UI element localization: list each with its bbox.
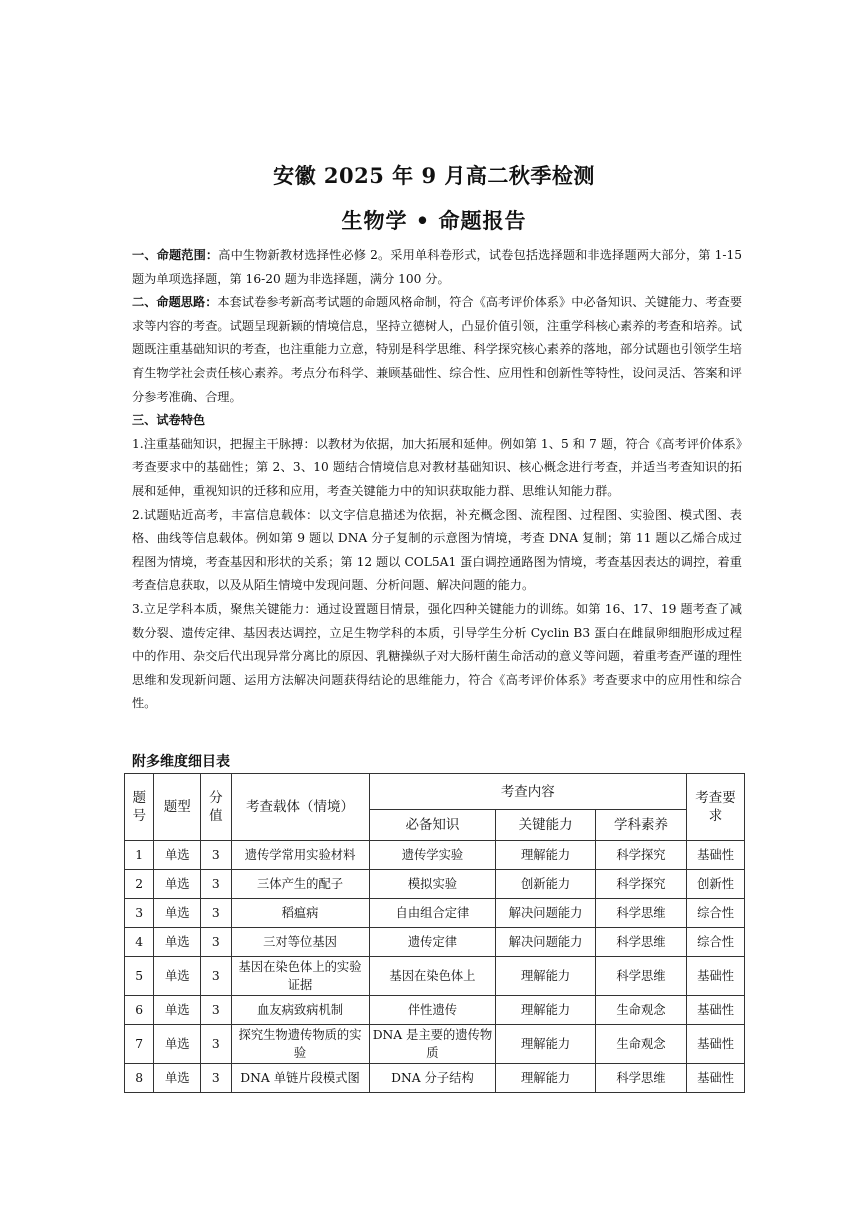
cell-literacy: 生命观念 <box>595 996 686 1025</box>
table-caption: 附多维度细目表 <box>132 754 230 770</box>
cell-knowledge: 基因在染色体上 <box>369 957 496 996</box>
cell-no: 6 <box>125 996 154 1025</box>
cell-score: 3 <box>201 841 231 870</box>
cell-literacy: 科学思维 <box>595 1064 686 1093</box>
section-heading: 三、试卷特色 <box>132 413 206 428</box>
cell-knowledge: 遗传学实验 <box>369 841 496 870</box>
cell-type: 单选 <box>154 899 201 928</box>
cell-ability: 理解能力 <box>496 1064 595 1093</box>
cell-carrier: 探究生物遗传物质的实验 <box>231 1025 369 1064</box>
table-row <box>125 957 745 996</box>
feature-paragraph: 2.试题贴近高考，丰富信息载体：以文字信息描述为依据，补充概念图、流程图、过程图、实验图、模式图、表格、曲线等信息载体。例如第 9 题以 DNA 分子复制的示意图为情境，考查 DNA 复制；第 11 题以乙烯合成过程图为情境，考查基因和形状的关系；第 12 题以 COL5A1 蛋白调控通路图为情境，考查基因表达的调控，着重考查信息获取，以及从陌生情境中发现问题、分析问题、解决问题的能力。 <box>132 507 742 593</box>
cell-literacy: 科学探究 <box>595 870 686 899</box>
cell-requirement: 创新性 <box>687 870 745 899</box>
header-content: 考查内容 <box>369 774 687 810</box>
cell-score: 3 <box>201 870 231 899</box>
section-scope <box>132 244 742 291</box>
cell-knowledge: 伴性遗传 <box>369 996 496 1025</box>
cell-score: 3 <box>201 899 231 928</box>
cell-type: 单选 <box>154 957 201 996</box>
cell-no: 4 <box>125 928 154 957</box>
cell-requirement: 综合性 <box>687 899 745 928</box>
cell-no: 8 <box>125 1064 154 1093</box>
cell-carrier: 基因在染色体上的实验证据 <box>231 957 369 996</box>
cell-literacy: 科学思维 <box>595 928 686 957</box>
section-text: 高中生物新教材选择性必修 2。采用单科卷形式，试卷包括选择题和非选择题两大部分，第 1-15 题为单项选择题，第 16-20 题为非选择题，满分 100 分。 <box>132 248 743 286</box>
header-type: 题型 <box>154 774 201 841</box>
cell-carrier: 稻瘟病 <box>231 899 369 928</box>
cell-requirement: 基础性 <box>687 957 745 996</box>
table-row <box>125 870 745 899</box>
cell-no: 5 <box>125 957 154 996</box>
cell-ability: 理解能力 <box>496 841 595 870</box>
cell-requirement: 综合性 <box>687 928 745 957</box>
header-no: 题号 <box>125 774 154 841</box>
feature-paragraph: 3.立足学科本质，聚焦关键能力：通过设置题目情景，强化四种关键能力的训练。如第 16、17、19 题考查了减数分裂、遗传定律、基因表达调控，立足生物学科的本质，引导学生分析 Cyclin B3 蛋白在雌鼠卵细胞形成过程中的作用、杂交后代出现异常分离比的原因、乳糖操纵子对大肠杆菌生命活动的意义等问题，着重考查严谨的理性思维和发现新问题、运用方法解决问题获得结论的思维能力，符合《高考评价体系》考查要求中的应用性和综合性。 <box>132 601 742 711</box>
section-heading: 一、命题范围： <box>132 248 219 262</box>
cell-carrier: DNA 单链片段模式图 <box>231 1064 369 1093</box>
cell-ability: 理解能力 <box>496 1025 595 1064</box>
cell-knowledge: 自由组合定律 <box>369 899 496 928</box>
cell-literacy: 科学思维 <box>595 899 686 928</box>
cell-ability: 创新能力 <box>496 870 595 899</box>
cell-type: 单选 <box>154 841 201 870</box>
cell-carrier: 三对等位基因 <box>231 928 369 957</box>
cell-score: 3 <box>201 1025 231 1064</box>
cell-knowledge: DNA 是主要的遗传物质 <box>369 1025 496 1064</box>
cell-knowledge: 遗传定律 <box>369 928 496 957</box>
document-subtitle: 生物学 • 命题报告 <box>341 208 527 233</box>
table-row <box>125 841 745 870</box>
table-row <box>125 899 745 928</box>
cell-requirement: 基础性 <box>687 996 745 1025</box>
section-approach <box>132 291 742 409</box>
cell-carrier: 遗传学常用实验材料 <box>231 841 369 870</box>
cell-no: 7 <box>125 1025 154 1064</box>
header-score: 分值 <box>201 774 231 841</box>
section-features <box>132 409 742 433</box>
cell-knowledge: DNA 分子结构 <box>369 1064 496 1093</box>
cell-score: 3 <box>201 996 231 1025</box>
cell-score: 3 <box>201 928 231 957</box>
cell-literacy: 生命观念 <box>595 1025 686 1064</box>
cell-score: 3 <box>201 1064 231 1093</box>
section-text: 本套试卷参考新高考试题的命题风格命制，符合《高考评价体系》中必备知识、关键能力、考查要求等内容的考查。试题呈现新颖的情境信息，坚持立德树人，凸显价值引领，注重学科核心素养的考查和培养。试题既注重基础知识的考查，也注重能力立意，特别是科学思维、科学探究核心素养的落地，部分试题也引领学生培育生物学社会责任核心素养。考点分布科学、兼顾基础性、综合性、应用性和创新性等特性，设问灵活、答案和评分参考准确、合理。 <box>132 295 743 404</box>
cell-literacy: 科学思维 <box>595 957 686 996</box>
feature-paragraph: 1.注重基础知识，把握主干脉搏：以教材为依据，加大拓展和延伸。例如第 1、5 和 7 题，符合《高考评价体系》考查要求中的基础性；第 2、3、10 题结合情境信息对教材基础知识、核心概念进行考查，并适当考查知识的拓展和延伸，重视知识的迁移和应用，考查关键能力中的知识获取能力群、思维认知能力群。 <box>132 436 742 498</box>
cell-no: 2 <box>125 870 154 899</box>
header-literacy: 学科素养 <box>595 810 686 841</box>
cell-no: 3 <box>125 899 154 928</box>
table-row <box>125 1025 745 1064</box>
cell-type: 单选 <box>154 1064 201 1093</box>
detail-table <box>124 773 745 1093</box>
report-body <box>132 244 742 716</box>
cell-carrier: 三体产生的配子 <box>231 870 369 899</box>
table-row <box>125 996 745 1025</box>
cell-ability: 理解能力 <box>496 996 595 1025</box>
cell-type: 单选 <box>154 928 201 957</box>
cell-ability: 解决问题能力 <box>496 899 595 928</box>
header-carrier: 考查载体（情境） <box>231 774 369 841</box>
section-heading: 二、命题思路： <box>132 295 218 310</box>
cell-type: 单选 <box>154 996 201 1025</box>
cell-ability: 理解能力 <box>496 957 595 996</box>
cell-ability: 解决问题能力 <box>496 928 595 957</box>
header-knowledge: 必备知识 <box>369 810 496 841</box>
table-row <box>125 1064 745 1093</box>
header-requirement: 考查要求 <box>687 774 745 841</box>
document-title: 安徽 2025 年 9 月高二秋季检测 <box>273 163 595 188</box>
cell-knowledge: 模拟实验 <box>369 870 496 899</box>
cell-requirement: 基础性 <box>687 1064 745 1093</box>
cell-type: 单选 <box>154 870 201 899</box>
cell-score: 3 <box>201 957 231 996</box>
header-ability: 关键能力 <box>496 810 595 841</box>
cell-requirement: 基础性 <box>687 1025 745 1064</box>
table-row <box>125 928 745 957</box>
cell-requirement: 基础性 <box>687 841 745 870</box>
cell-literacy: 科学探究 <box>595 841 686 870</box>
cell-carrier: 血友病致病机制 <box>231 996 369 1025</box>
cell-no: 1 <box>125 841 154 870</box>
cell-type: 单选 <box>154 1025 201 1064</box>
